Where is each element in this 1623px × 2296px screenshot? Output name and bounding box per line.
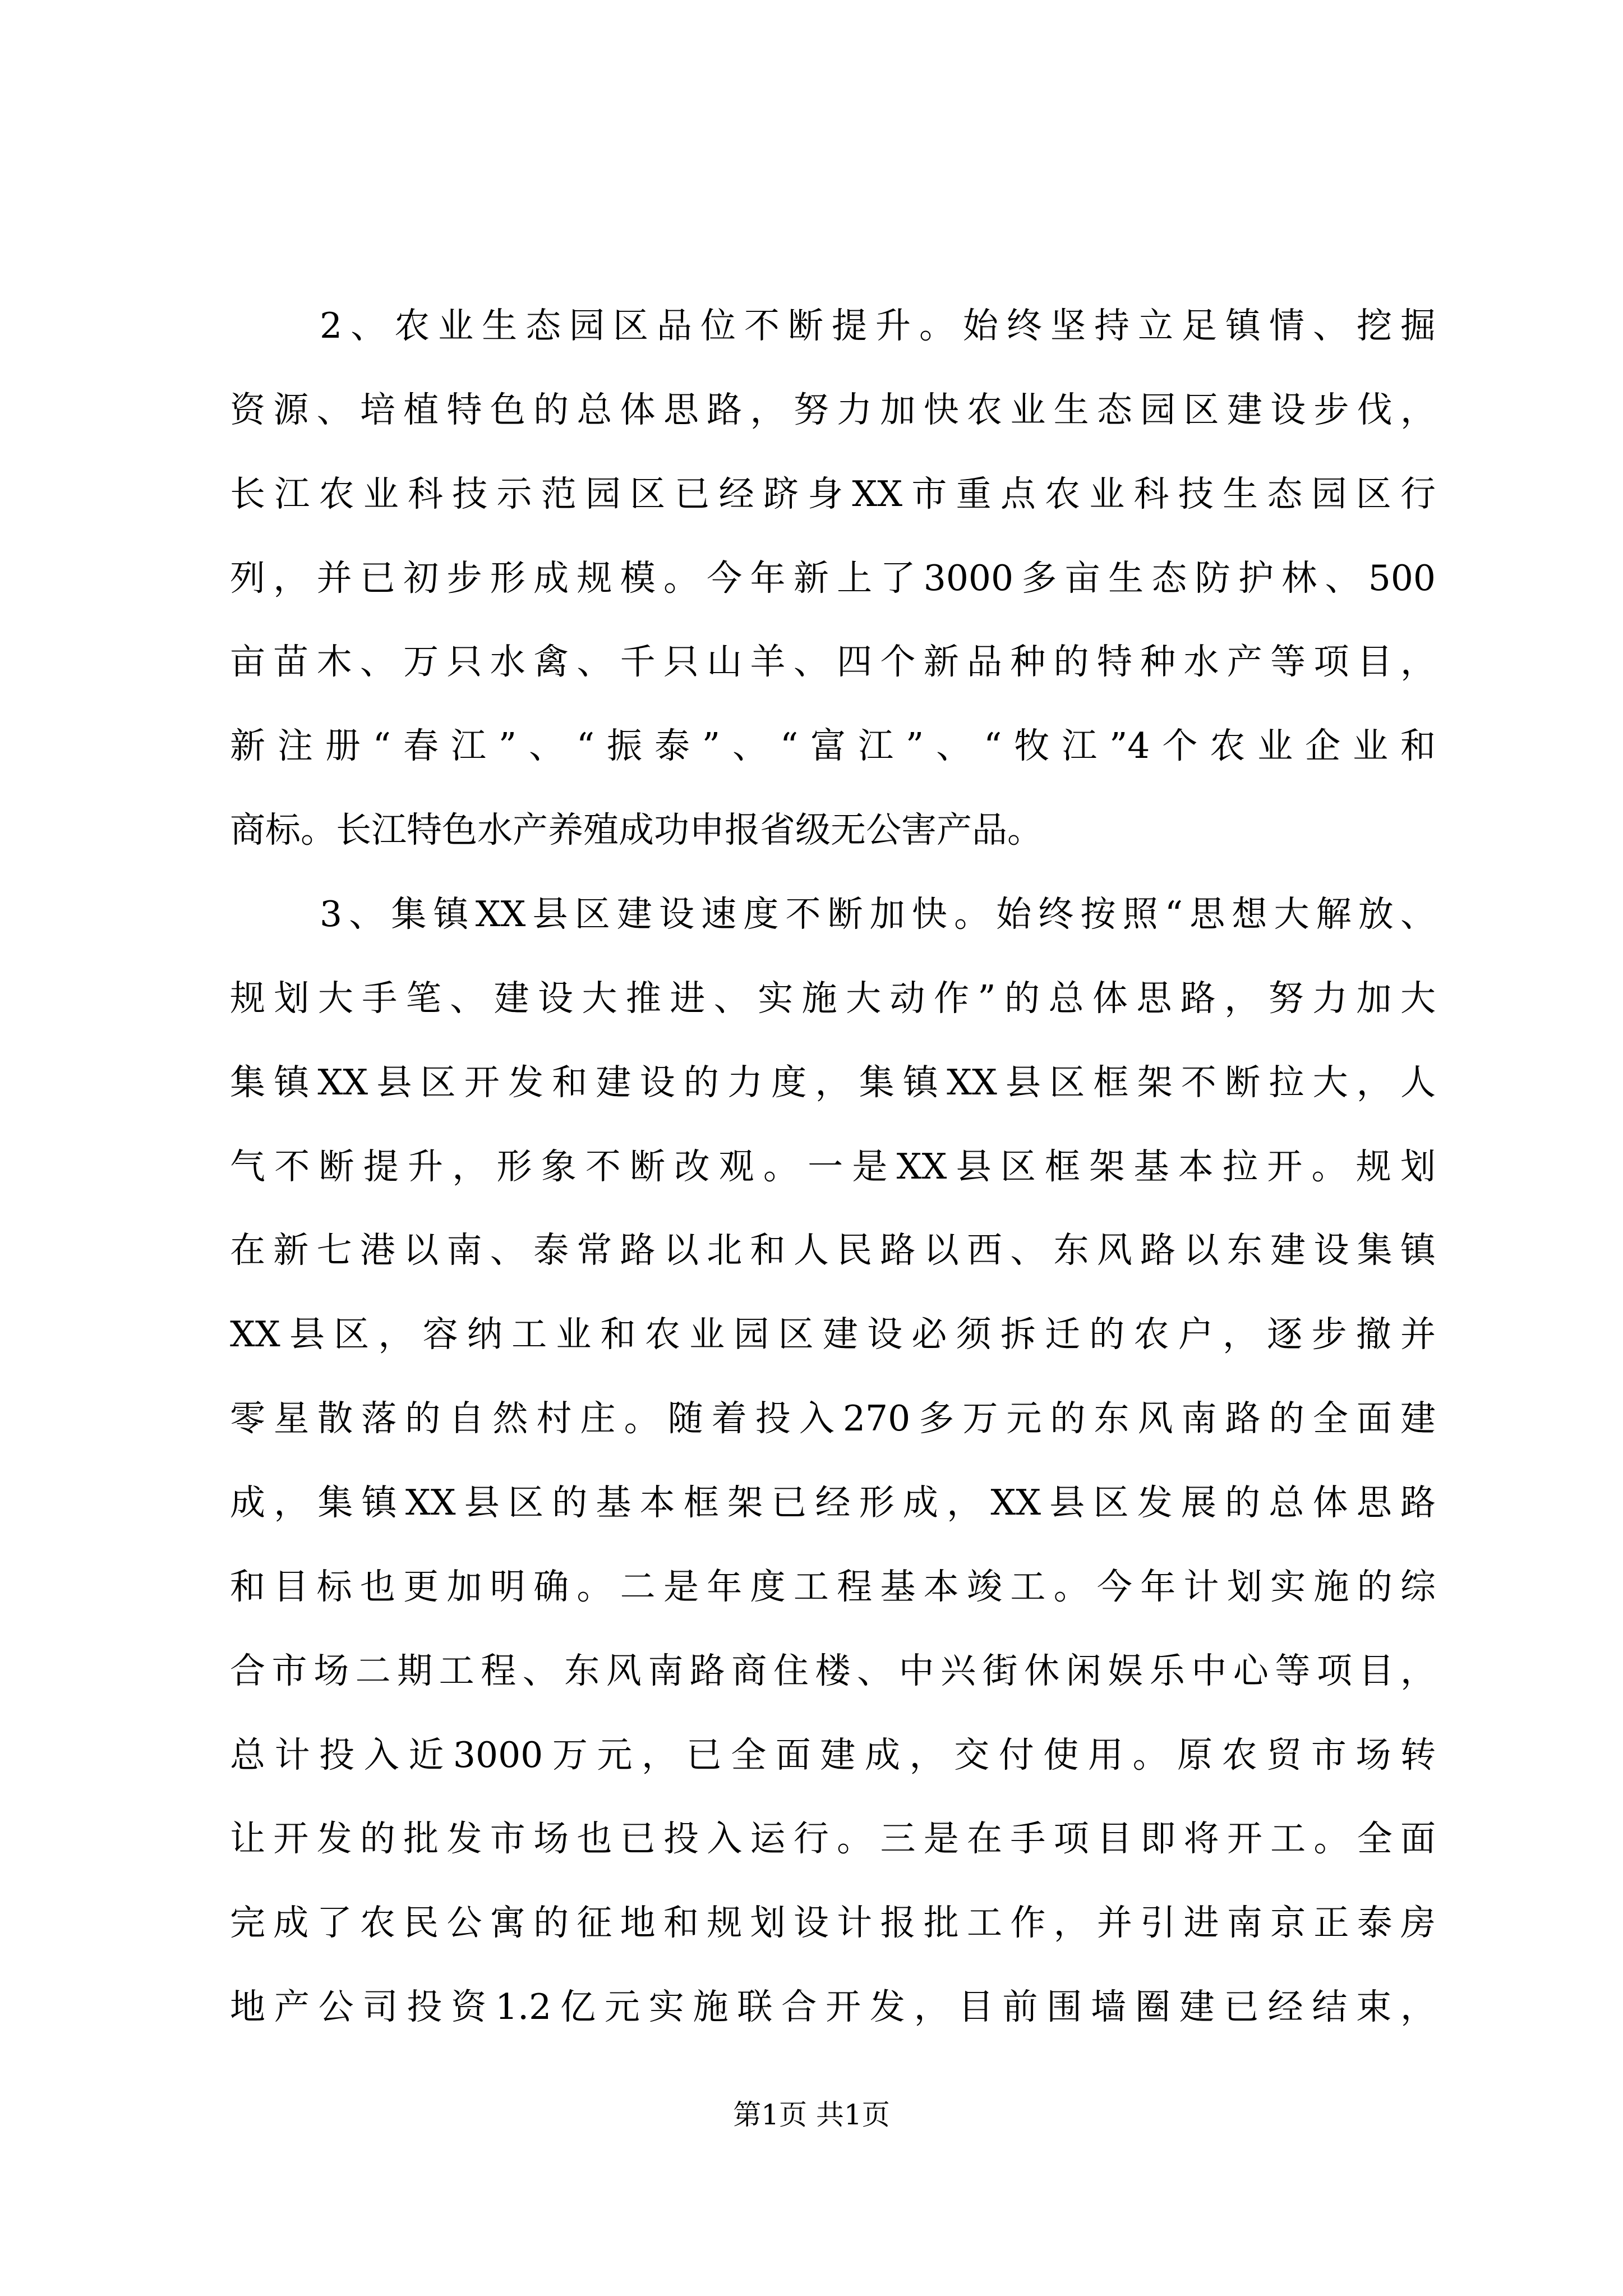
paragraph-2-line-3: 集镇XX县区开发和建设的力度，集镇XX县区框架不断拉大，人 xyxy=(230,1062,1436,1103)
paragraph-2-line-2: 规划大手笔、建设大推进、实施大动作”的总体思路，努力加大 xyxy=(230,978,1436,1019)
paragraph-2-line-6: XX县区，容纳工业和农业园区建设必须拆迁的农户，逐步撤并 xyxy=(230,1314,1436,1355)
paragraph-2-line-4: 气不断提升，形象不断改观。一是XX县区框架基本拉开。规划 xyxy=(230,1146,1436,1187)
paragraph-1-line-6: 新注册“春江”、“振泰”、“富江”、“牧江”4个农业企业和 xyxy=(230,725,1436,766)
paragraph-2-line-12: 让开发的批发市场也已投入运行。三是在手项目即将开工。全面 xyxy=(230,1818,1436,1859)
page-footer: 第1页 共1页 xyxy=(733,2099,890,2131)
paragraph-1-line-2: 资源、培植特色的总体思路，努力加快农业生态园区建设步伐， xyxy=(230,389,1436,430)
paragraph-2-line-1: 3、集镇XX县区建设速度不断加快。始终按照“思想大解放、 xyxy=(320,894,1436,935)
paragraph-1-line-7: 商标。长江特色水产养殖成功申报省级无公害产品。 xyxy=(230,809,1043,850)
paragraph-2-line-14: 地产公司投资1.2亿元实施联合开发，目前围墙圈建已经结束， xyxy=(230,1986,1436,2027)
paragraph-2-line-8: 成，集镇XX县区的基本框架已经形成，XX县区发展的总体思路 xyxy=(230,1482,1436,1523)
paragraph-1-line-5: 亩苗木、万只水禽、千只山羊、四个新品种的特种水产等项目， xyxy=(230,641,1436,682)
paragraph-1-line-3: 长江农业科技示范园区已经跻身XX市重点农业科技生态园区行 xyxy=(230,473,1436,514)
paragraph-2-line-13: 完成了农民公寓的征地和规划设计报批工作，并引进南京正泰房 xyxy=(230,1902,1436,1943)
paragraph-2-line-11: 总计投入近3000万元，已全面建成，交付使用。原农贸市场转 xyxy=(230,1734,1436,1775)
paragraph-1-line-1: 2、农业生态园区品位不断提升。始终坚持立足镇情、挖掘 xyxy=(320,305,1436,346)
paragraph-2-line-5: 在新七港以南、泰常路以北和人民路以西、东风路以东建设集镇 xyxy=(230,1230,1436,1271)
paragraph-1-line-4: 列，并已初步形成规模。今年新上了3000多亩生态防护林、500 xyxy=(230,558,1436,599)
paragraph-2-line-7: 零星散落的自然村庄。随着投入270多万元的东风南路的全面建 xyxy=(230,1398,1436,1439)
paragraph-2-line-9: 和目标也更加明确。二是年度工程基本竣工。今年计划实施的综 xyxy=(230,1566,1436,1607)
paragraph-2-line-10: 合市场二期工程、东风南路商住楼、中兴街休闲娱乐中心等项目， xyxy=(230,1650,1436,1691)
